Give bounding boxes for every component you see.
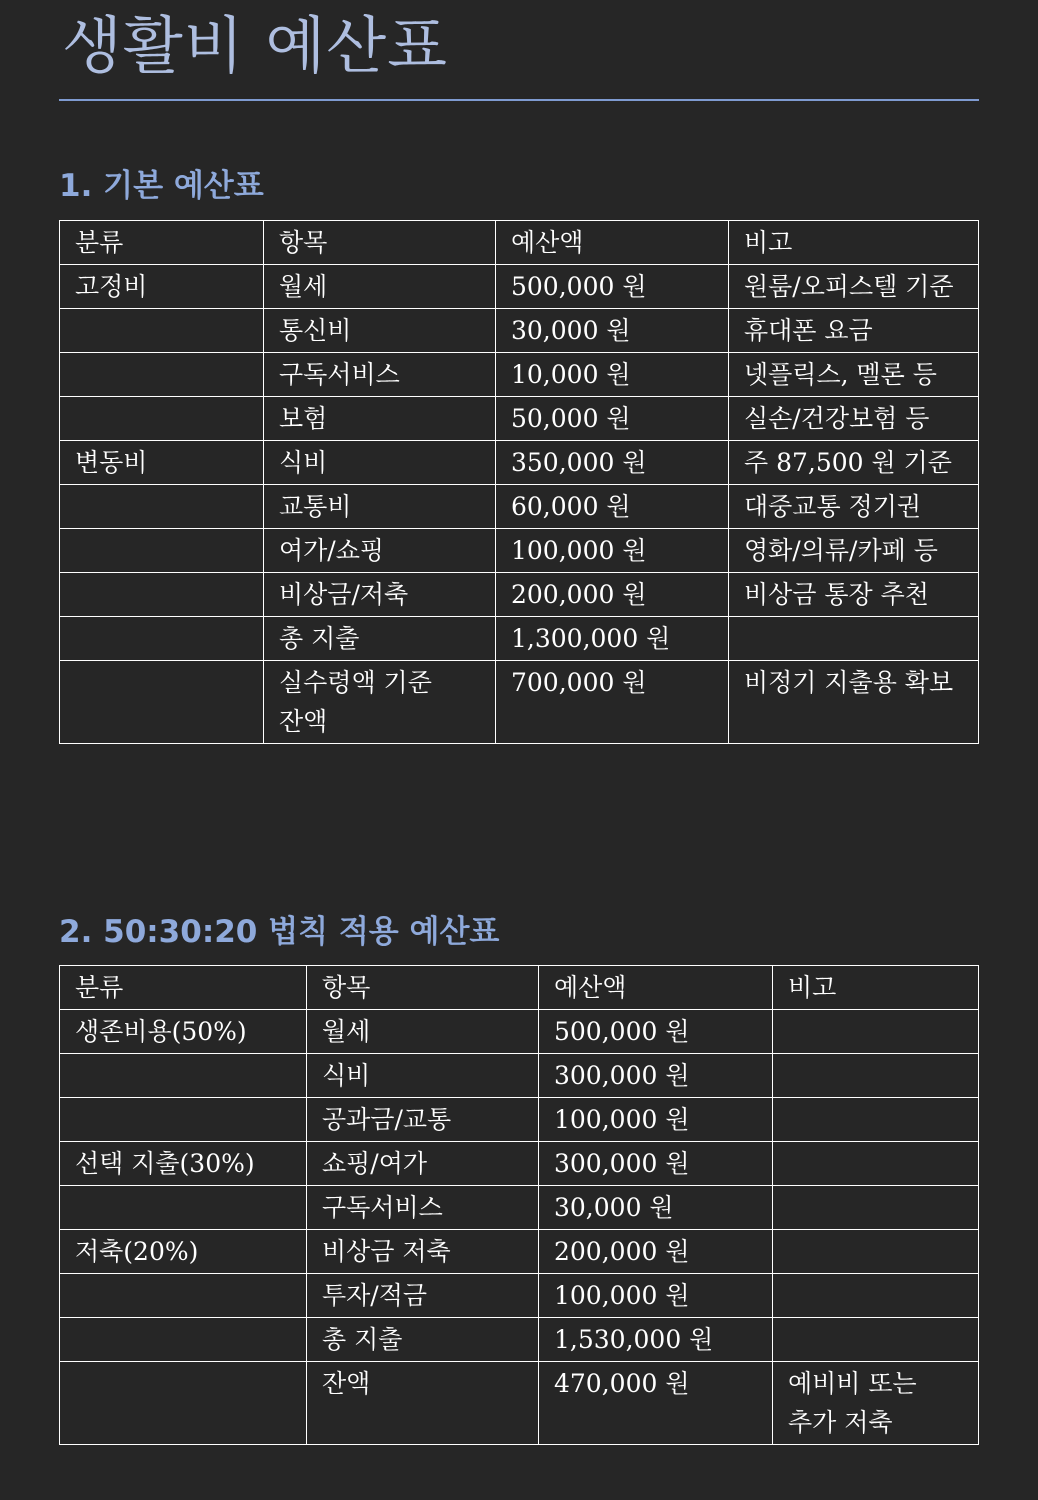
table-row — [60, 573, 979, 617]
item-cell: 월세 — [264, 265, 496, 309]
header-item-cell: 항목 — [307, 966, 539, 1010]
amount-cell: 60,000 원 — [496, 485, 729, 529]
category-cell: 생존비용(50%) — [60, 1010, 307, 1054]
category-cell — [60, 617, 264, 661]
header-category-cell: 분류 — [60, 966, 307, 1010]
item-cell: 쇼핑/여가 — [307, 1142, 539, 1186]
category-cell — [60, 353, 264, 397]
table-row — [60, 1186, 979, 1230]
table-header-row — [60, 966, 979, 1010]
note-cell — [773, 1142, 979, 1186]
category-cell: 고정비 — [60, 265, 264, 309]
amount-cell: 100,000 원 — [496, 529, 729, 573]
amount-cell: 700,000 원 — [496, 661, 729, 744]
note-cell — [773, 1318, 979, 1362]
item-cell: 잔액 — [307, 1362, 539, 1445]
item-cell: 비상금/저축 — [264, 573, 496, 617]
item-cell: 통신비 — [264, 309, 496, 353]
item-cell: 교통비 — [264, 485, 496, 529]
amount-cell: 30,000 원 — [539, 1186, 773, 1230]
category-cell — [60, 1098, 307, 1142]
category-cell: 선택 지출(30%) — [60, 1142, 307, 1186]
title-divider — [59, 99, 979, 101]
note-cell: 넷플릭스, 멜론 등 — [729, 353, 979, 397]
amount-cell: 200,000 원 — [539, 1230, 773, 1274]
amount-cell: 100,000 원 — [539, 1098, 773, 1142]
note-cell — [729, 617, 979, 661]
table-row — [60, 1274, 979, 1318]
header-item-cell: 항목 — [264, 221, 496, 265]
amount-cell: 300,000 원 — [539, 1054, 773, 1098]
note-cell — [773, 1274, 979, 1318]
item-cell: 총 지출 — [307, 1318, 539, 1362]
amount-cell: 500,000 원 — [496, 265, 729, 309]
item-cell: 식비 — [264, 441, 496, 485]
amount-cell: 1,300,000 원 — [496, 617, 729, 661]
item-cell: 여가/쇼핑 — [264, 529, 496, 573]
item-cell: 실수령액 기준 잔액 — [264, 661, 496, 744]
item-cell: 식비 — [307, 1054, 539, 1098]
note-cell: 주 87,500 원 기준 — [729, 441, 979, 485]
item-cell: 구독서비스 — [264, 353, 496, 397]
section2-heading: 2. 50:30:20 법칙 적용 예산표 — [59, 914, 500, 950]
table-row — [60, 529, 979, 573]
header-amount-cell: 예산액 — [539, 966, 773, 1010]
note-cell — [773, 1186, 979, 1230]
header-note-cell: 비고 — [773, 966, 979, 1010]
table-row — [60, 1010, 979, 1054]
table-row — [60, 309, 979, 353]
category-cell: 저축(20%) — [60, 1230, 307, 1274]
table-row — [60, 485, 979, 529]
table-row — [60, 661, 979, 744]
table-row — [60, 1230, 979, 1274]
table-row — [60, 353, 979, 397]
amount-cell: 500,000 원 — [539, 1010, 773, 1054]
item-cell: 보험 — [264, 397, 496, 441]
note-cell: 예비비 또는 추가 저축 — [773, 1362, 979, 1445]
category-cell — [60, 1054, 307, 1098]
category-cell — [60, 1318, 307, 1362]
note-cell — [773, 1098, 979, 1142]
category-cell — [60, 661, 264, 744]
item-cell: 월세 — [307, 1010, 539, 1054]
note-cell: 대중교통 정기권 — [729, 485, 979, 529]
item-cell: 총 지출 — [264, 617, 496, 661]
category-cell — [60, 1362, 307, 1445]
note-cell — [773, 1230, 979, 1274]
table-row — [60, 1054, 979, 1098]
page-title: 생활비 예산표 — [62, 9, 449, 82]
amount-cell: 470,000 원 — [539, 1362, 773, 1445]
amount-cell: 200,000 원 — [496, 573, 729, 617]
item-cell: 투자/적금 — [307, 1274, 539, 1318]
amount-cell: 50,000 원 — [496, 397, 729, 441]
table-row — [60, 1098, 979, 1142]
category-cell — [60, 1186, 307, 1230]
amount-cell: 30,000 원 — [496, 309, 729, 353]
amount-cell: 1,530,000 원 — [539, 1318, 773, 1362]
header-category-cell: 분류 — [60, 221, 264, 265]
table-row — [60, 441, 979, 485]
table-row — [60, 617, 979, 661]
category-cell: 변동비 — [60, 441, 264, 485]
table-row — [60, 1318, 979, 1362]
amount-cell: 10,000 원 — [496, 353, 729, 397]
note-cell — [773, 1010, 979, 1054]
item-cell: 공과금/교통 — [307, 1098, 539, 1142]
amount-cell: 100,000 원 — [539, 1274, 773, 1318]
category-cell — [60, 573, 264, 617]
note-cell: 휴대폰 요금 — [729, 309, 979, 353]
amount-cell: 300,000 원 — [539, 1142, 773, 1186]
note-cell: 비정기 지출용 확보 — [729, 661, 979, 744]
basic-budget-table — [59, 220, 979, 744]
note-cell: 실손/건강보험 등 — [729, 397, 979, 441]
item-cell: 구독서비스 — [307, 1186, 539, 1230]
rule-budget-table — [59, 965, 979, 1445]
table-row — [60, 397, 979, 441]
table-row — [60, 1362, 979, 1445]
item-cell: 비상금 저축 — [307, 1230, 539, 1274]
header-note-cell: 비고 — [729, 221, 979, 265]
category-cell — [60, 485, 264, 529]
category-cell — [60, 1274, 307, 1318]
note-cell: 영화/의류/카페 등 — [729, 529, 979, 573]
table-row — [60, 265, 979, 309]
note-cell: 비상금 통장 추천 — [729, 573, 979, 617]
table-header-row — [60, 221, 979, 265]
category-cell — [60, 309, 264, 353]
amount-cell: 350,000 원 — [496, 441, 729, 485]
category-cell — [60, 397, 264, 441]
table-row — [60, 1142, 979, 1186]
header-amount-cell: 예산액 — [496, 221, 729, 265]
note-cell: 원룸/오피스텔 기준 — [729, 265, 979, 309]
category-cell — [60, 529, 264, 573]
note-cell — [773, 1054, 979, 1098]
section1-heading: 1. 기본 예산표 — [59, 168, 264, 204]
